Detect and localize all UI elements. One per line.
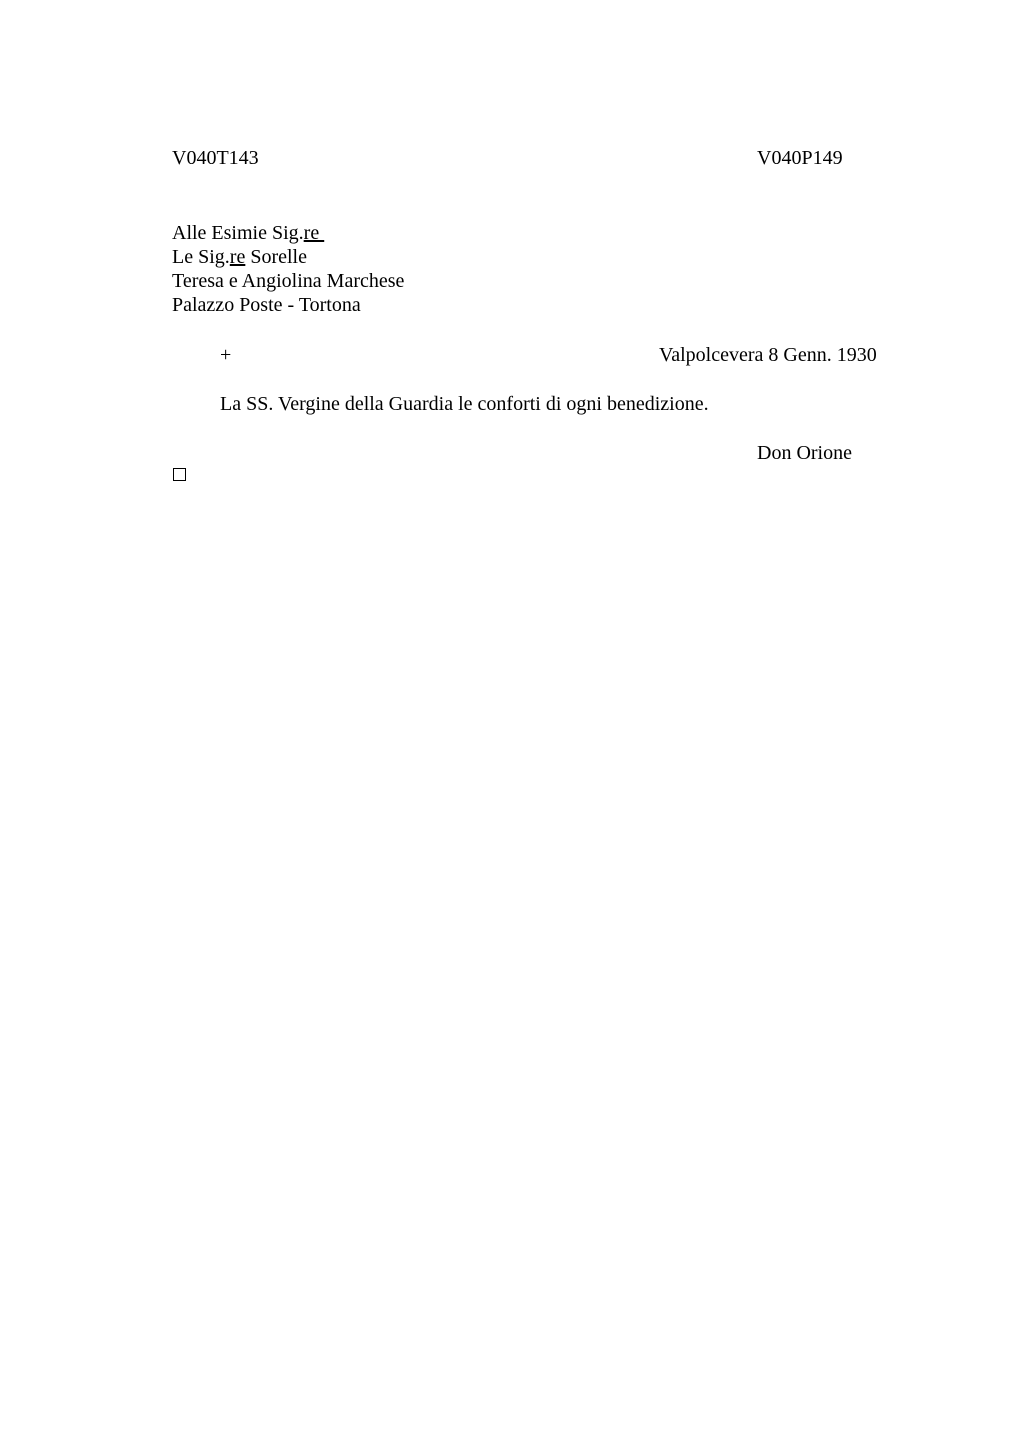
place-date: Valpolcevera 8 Genn. 1930 [659, 344, 877, 366]
address-line-2 [172, 245, 307, 269]
address-line-4: Palazzo Poste - Tortona [172, 294, 361, 316]
address-line-1 [172, 221, 324, 245]
right-code: V040P149 [757, 147, 843, 169]
checkbox-square-icon [173, 468, 186, 481]
left-code: V040T143 [172, 147, 259, 169]
address-line-1-suffix: re [303, 222, 325, 244]
address-line-2-suffix: re [229, 246, 246, 268]
letter-body: La SS. Vergine della Guardia le conforti di ogni benedizione. [220, 393, 709, 415]
address-line-2-prefix: Le Sig. [172, 246, 230, 268]
address-line-1-prefix: Alle Esimie Sig. [172, 222, 304, 244]
cross-symbol: + [220, 344, 232, 366]
signature: Don Orione [757, 442, 852, 464]
address-line-3: Teresa e Angiolina Marchese [172, 270, 405, 292]
address-line-2-rest: Sorelle [245, 246, 307, 268]
